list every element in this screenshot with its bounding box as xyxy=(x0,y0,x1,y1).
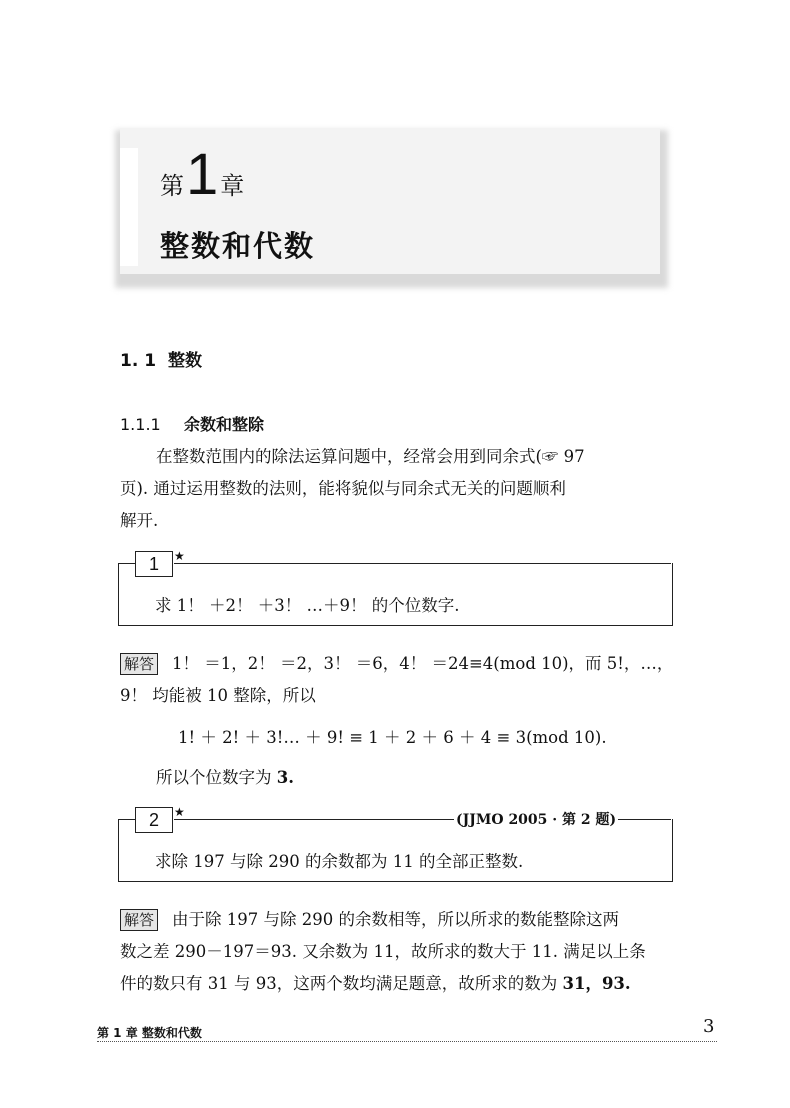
intro-line-2: 页). 通过运用整数的法则，能将貌似与同余式无关的问题顺利 xyxy=(120,479,566,498)
chapter-label xyxy=(160,142,245,207)
section-heading xyxy=(120,346,202,371)
problem-1-text: 求 1！ ＋2！ ＋3！ …＋9！ 的个位数字. xyxy=(155,596,460,615)
problem-2-star: ★ xyxy=(174,805,185,819)
solution-1-label: 解答 xyxy=(120,653,158,675)
subsection-heading xyxy=(120,412,264,435)
solution-2-text-1: 由于除 197 与除 290 的余数相等，所以所求的数能整除这两 xyxy=(172,910,619,929)
chapter-number: 1 xyxy=(186,142,219,207)
chapter-suffix: 章 xyxy=(220,172,245,200)
problem-1-number: 1 xyxy=(135,551,173,577)
problem-1-top-rule-right xyxy=(174,563,671,564)
problem-1-star: ★ xyxy=(174,549,185,563)
chapter-prefix: 第 xyxy=(160,172,184,200)
problem-2-text: 求除 197 与除 290 的余数都为 11 的全部正整数. xyxy=(155,852,524,871)
solution-2-answer: 31，93. xyxy=(562,974,631,993)
intro-line-3: 解开. xyxy=(120,511,159,530)
problem-1-top-rule-left xyxy=(118,563,135,564)
page-number: 3 xyxy=(703,1016,715,1037)
solution-2-label: 解答 xyxy=(120,909,158,931)
solution-2-line-3 xyxy=(120,968,675,999)
solution-1-conclusion-text: 所以个位数字为 xyxy=(156,768,277,787)
solution-1-formula: 1! ＋ 2! ＋ 3!… ＋ 9! ≡ 1 ＋ 2 ＋ 6 ＋ 4 ≡ 3(mod 10). xyxy=(178,728,607,747)
section-title: 整数 xyxy=(168,351,202,371)
solution-2-line-2: 数之差 290－197＝93. 又余数为 11，故所求的数大于 11. 满足以上条 xyxy=(120,942,646,961)
solution-1-line-2: 9！ 均能被 10 整除，所以 xyxy=(120,686,316,705)
intro-line-1: 在整数范围内的除法运算问题中，经常会用到同余式(☞ 97 xyxy=(156,447,585,466)
chapter-header-accent xyxy=(120,148,138,266)
solution-2-line-1 xyxy=(120,904,675,935)
solution-1-text-1: 1！ ＝1，2！ ＝2，3！ ＝6，4！ ＝24≡4(mod 10)，而 5!，…， xyxy=(172,654,674,673)
problem-2-source: (JJMO 2005 · 第 2 题) xyxy=(454,809,618,829)
solution-1-conclusion xyxy=(120,762,675,793)
problem-2-number: 2 xyxy=(135,807,173,833)
running-footer: 第 1 章 整数和代数 xyxy=(97,1026,202,1040)
subsection-number: 1.1.1 xyxy=(120,415,161,434)
section-number: 1. 1 xyxy=(120,351,157,371)
solution-1-answer: 3. xyxy=(276,768,294,787)
solution-2-text-3: 件的数只有 31 与 93，这两个数均满足题意，故所求的数为 xyxy=(120,974,563,993)
solution-1-line-1 xyxy=(120,648,675,679)
footer-rule xyxy=(97,1041,717,1042)
problem-2-top-rule-left xyxy=(118,819,135,820)
subsection-title: 余数和整除 xyxy=(184,415,265,434)
chapter-title: 整数和代数 xyxy=(160,229,316,263)
